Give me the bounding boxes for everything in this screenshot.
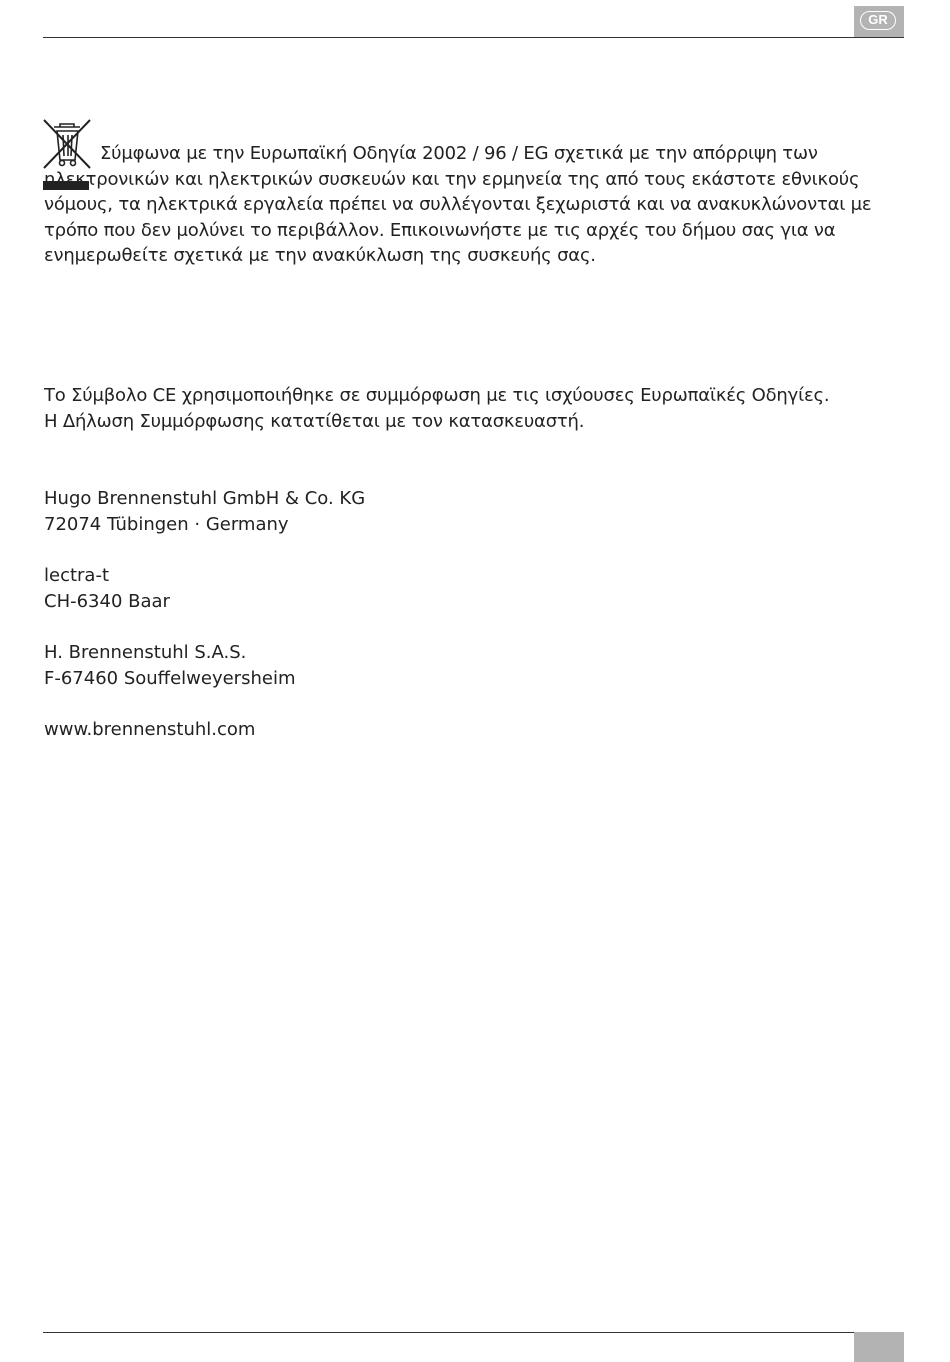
address-block (44, 486, 365, 537)
company-name: lectra-t (44, 565, 110, 586)
disposal-notice: Σύμφωνα με την Ευρωπαϊκή Οδηγία 2002 / 96 / EG σχετικά με την απόρριψη των ηλεκτρονικών και ηλεκτρικών συσκευών και την ερμηνεία της από τους εκάστοτε εθνικούς νόμους, τα ηλεκτρικά εργαλεία πρέπει να συλλέγονται ξεχωριστά και να ανακυκλώνονται με τρόπο που δεν μολύνει το περιβάλλον. Επικοινωνήστε με τις αρχές του δήμου σας για να ενημερωθείτε σχετικά με την ανακύκλωση της συσκευής σας. (44, 143, 872, 266)
language-tab (854, 6, 904, 37)
address-block (44, 640, 295, 691)
company-city: CH-6340 Baar (44, 590, 170, 612)
company-name: H. Brennenstuhl S.A.S. (44, 642, 247, 663)
page-number-tab (854, 1332, 904, 1362)
company-city: F-67460 Souffelweyersheim (44, 667, 296, 689)
ce-notice (44, 383, 904, 434)
website-link[interactable]: www.brennenstuhl.com (44, 719, 256, 740)
footer-divider (43, 1332, 904, 1333)
company-name: Hugo Brennenstuhl GmbH & Co. KG (44, 488, 366, 509)
company-city: 72074 Tübingen · Germany (44, 513, 289, 535)
ce-notice-line-2: Η Δήλωση Συμμόρφωσης κατατίθεται με τον κατασκευαστή. (44, 410, 585, 432)
header-divider (43, 37, 904, 38)
address-block (44, 563, 170, 614)
ce-notice-line-1: Το Σύμβολο CE χρησιμοποιήθηκε σε συμμόρφωση με τις ισχύουσες Ευρωπαϊκές Οδηγίες. (44, 385, 830, 406)
language-badge: GR (860, 11, 896, 30)
